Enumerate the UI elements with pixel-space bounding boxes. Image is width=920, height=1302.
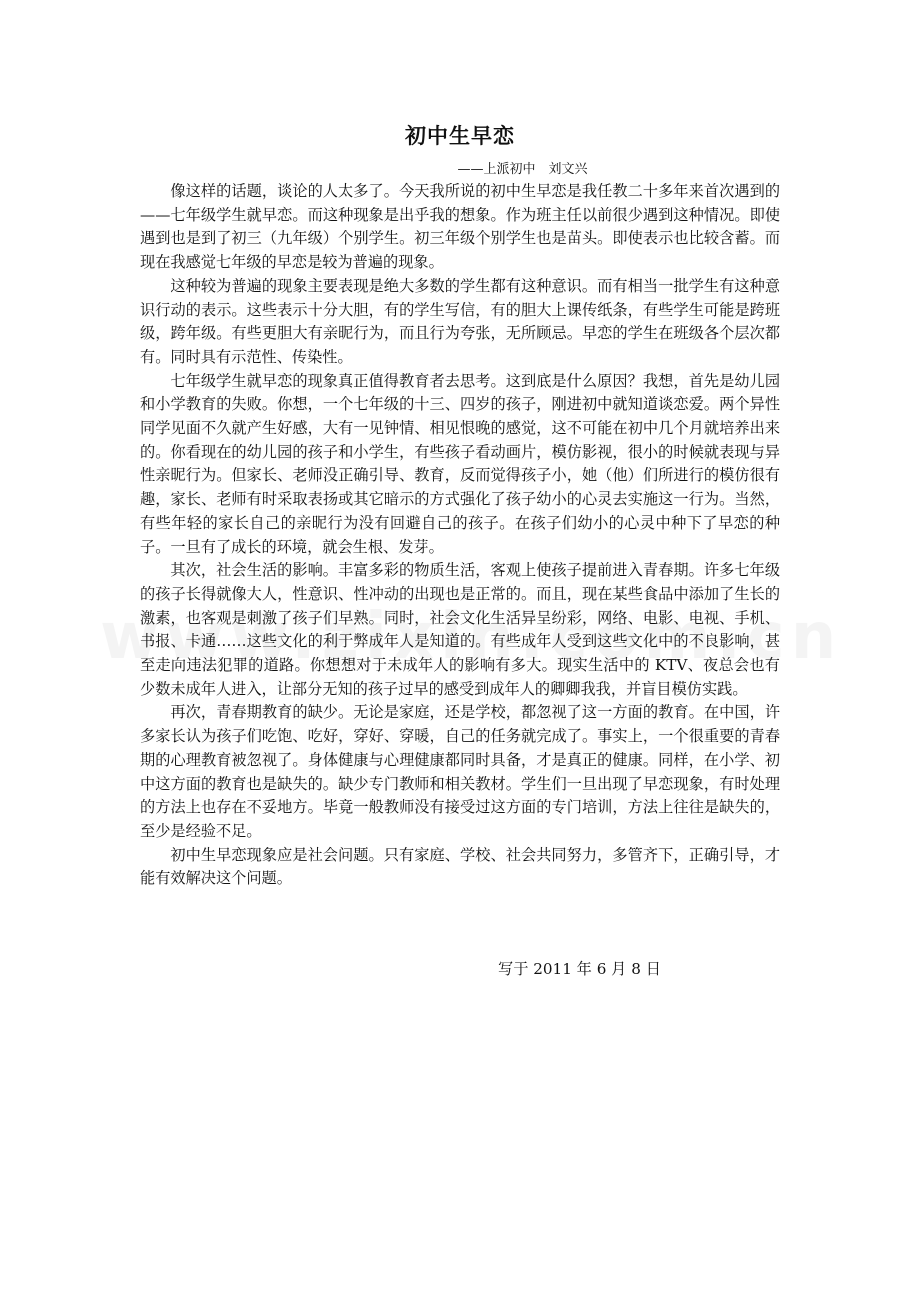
- article-body: [140, 180, 780, 891]
- paragraph-3: 七年级学生就早恋的现象真正值得教育者去思考。这到底是什么原因？我想，首先是幼儿园和小学教育的失败。你想，一个七年级的十三、四岁的孩子，刚进初中就知道谈恋爱。两个异性同学见面不久就产生好感，大有一见钟情、相见恨晚的感觉，这不可能在初中几个月就培养出来的。你看现在的幼儿园的孩子和小学生，有些孩子看动画片，模仿影视，很小的时候就表现与异性亲昵行为。但家长、老师没正确引导、教育，反而觉得孩子小，她（他）们所进行的模仿很有趣，家长、老师有时采取表扬或其它暗示的方式强化了孩子幼小的心灵去实施这一行为。当然，有些年轻的家长自己的亲昵行为没有回避自己的孩子。在孩子们幼小的心灵中种下了早恋的种子。一旦有了成长的环境，就会生根、发芽。: [140, 371, 780, 556]
- paragraph-5: 再次，青春期教育的缺少。无论是家庭，还是学校，都忽视了这一方面的教育。在中国，许多家长认为孩子们吃饱、吃好，穿好、穿暖，自己的任务就完成了。事实上，一个很重要的青春期的心理教育被忽视了。身体健康与心理健康都同时具备，才是真正的健康。同样，在小学、初中这方面的教育也是缺失的。缺少专门教师和相关教材。学生们一旦出现了早恋现象，有时处理的方法上也存在不妥地方。毕竟一般教师没有接受过这方面的专门培训，方法上往往是缺失的，至少是经验不足。: [140, 703, 780, 840]
- paragraph-2: 这种较为普遍的现象主要表现是绝大多数的学生都有这种意识。而有相当一批学生有这种意识行动的表示。这些表示十分大胆，有的学生写信，有的胆大上课传纸条，有些学生可能是跨班级，跨年级。有些更胆大有亲昵行为，而且行为夸张，无所顾忌。早恋的学生在班级各个层次都有。同时具有示范性、传染性。: [140, 276, 780, 366]
- paragraph-1: 像这样的话题，谈论的人太多了。今天我所说的初中生早恋是我任教二十多年来首次遇到的——七年级学生就早恋。而这种现象是出乎我的想象。作为班主任以前很少遇到这种情况。即使遇到也是到了初三（九年级）个别学生。初三年级个别学生也是苗头。即使表示也比较含蓄。而现在我感觉七年级的早恋是较为普遍的现象。: [140, 182, 780, 272]
- paragraph-4: 其次，社会生活的影响。丰富多彩的物质生活，客观上使孩子提前进入青春期。许多七年级的孩子长得就像大人，性意识、性冲动的出现也是正常的。而且，现在某些食品中添加了生长的激素，也客观是刺激了孩子们早熟。同时，社会文化生活异呈纷彩，网络、电影、电视、手机、书报、卡通……这些文化的利于弊成年人是知道的。有些成年人受到这些文化中的不良影响，甚至走向违法犯罪的道路。你想想对于未成年人的影响有多大。现实生活中的 KTV、夜总会也有少数未成年人进入，让部分无知的孩子过早的感受到成年人的卿卿我我，并盲目模仿实践。: [140, 561, 780, 698]
- page-title: 初中生早恋: [405, 124, 515, 148]
- paragraph-6: 初中生早恋现象应是社会问题。只有家庭、学校、社会共同努力，多管齐下，正确引导，才能有效解决这个问题。: [140, 845, 780, 888]
- date-signature: 写于 2011 年 6 月 8 日: [498, 960, 661, 978]
- author-byline: ——上派初中 刘文兴: [457, 162, 588, 177]
